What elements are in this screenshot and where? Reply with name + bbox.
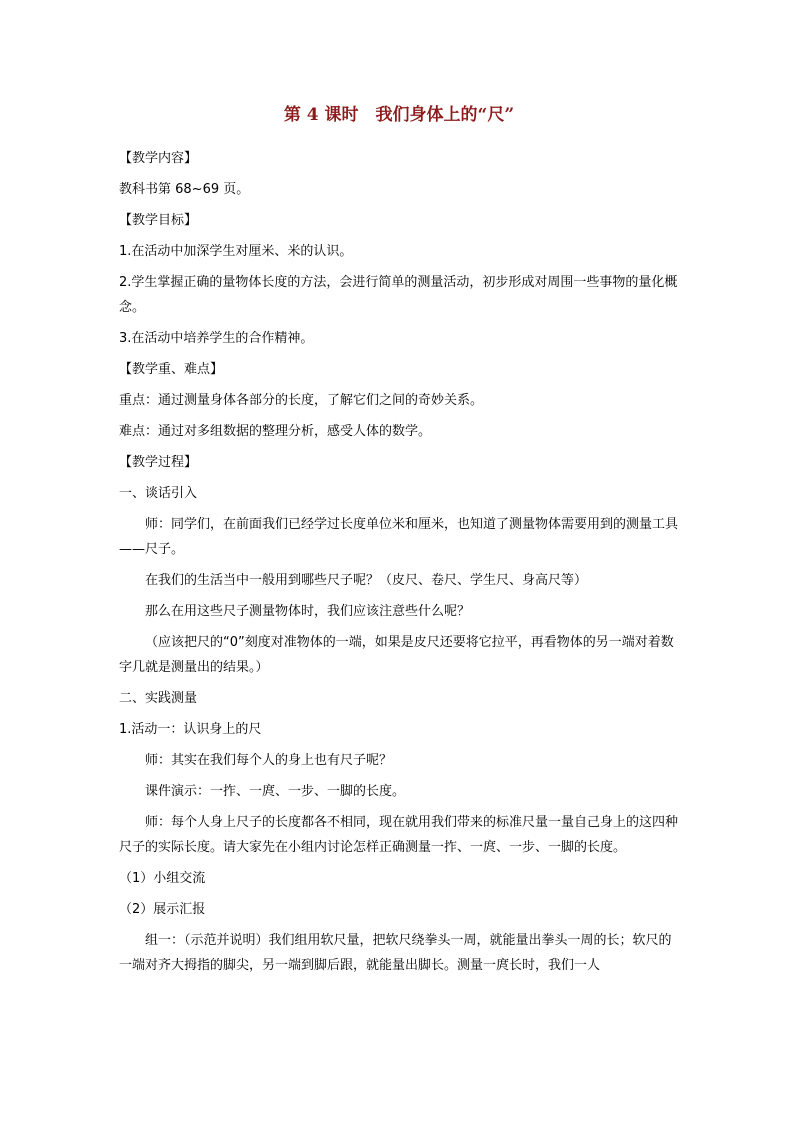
paragraph: 【教学过程】: [119, 455, 198, 470]
paragraph: 师：同学们，在前面我们已经学过长度单位米和厘米，也知道了测量物体需要用到的测量工具——尺子。: [119, 517, 679, 557]
paragraph: 组一：（示范并说明）我们组用软尺量，把软尺绕拳头一周，就能量出拳头一周的长；软尺的一端对齐大拇指的脚尖，另一端到脚后跟，就能量出脚长。测量一庹长时，我们一人: [119, 933, 672, 973]
paragraph: 难点：通过对多组数据的整理分析，感受人体的数学。: [119, 424, 432, 439]
document-body: [119, 146, 679, 978]
paragraph: （1）小组交流: [119, 871, 206, 886]
paragraph: 在我们的生活当中一般用到哪些尺子呢？（皮尺、卷尺、学生尺、身高尺等）: [145, 573, 588, 588]
paragraph: 师：其实在我们每个人的身上也有尺子呢？: [145, 753, 393, 768]
document-page: [119, 100, 679, 984]
paragraph: 2.学生掌握正确的量物体长度的方法，会进行简单的测量活动，初步形成对周围一些事物的量化概念。: [119, 275, 678, 315]
paragraph: 二、实践测量: [119, 691, 198, 706]
paragraph: 教科书第 68~69 页。: [119, 182, 250, 197]
paragraph: 课件演示：一拃、一庹、一步、一脚的长度。: [145, 784, 406, 799]
paragraph: （应该把尺的“0”刻度对准物体的一端，如果是皮尺还要将它拉平，再看物体的另一端对着数字几就是测量出的结果。）: [119, 635, 674, 675]
paragraph: 【教学内容】: [119, 151, 198, 166]
paragraph: 一、谈话引入: [119, 486, 198, 501]
lesson-title: 第 4 课时 我们身体上的“尺”: [283, 105, 515, 125]
paragraph: 1.活动一：认识身上的尺: [119, 722, 262, 737]
paragraph: 1.在活动中加深学生对厘米、米的认识。: [119, 244, 353, 259]
paragraph: 重点：通过测量身体各部分的长度，了解它们之间的奇妙关系。: [119, 393, 484, 408]
paragraph: 【教学重、难点】: [119, 362, 224, 377]
paragraph: 师：每个人身上尺子的长度都各不相同，现在就用我们带来的标准尺量一量自己身上的这四种尺子的实际长度。请大家先在小组内讨论怎样正确测量一拃、一庹、一步、一脚的长度。: [119, 815, 679, 855]
paragraph: 【教学目标】: [119, 213, 198, 228]
paragraph: 3.在活动中培养学生的合作精神。: [119, 331, 314, 346]
paragraph: （2）展示汇报: [119, 902, 206, 917]
paragraph: 那么在用这些尺子测量物体时，我们应该注意些什么呢？: [145, 604, 471, 619]
